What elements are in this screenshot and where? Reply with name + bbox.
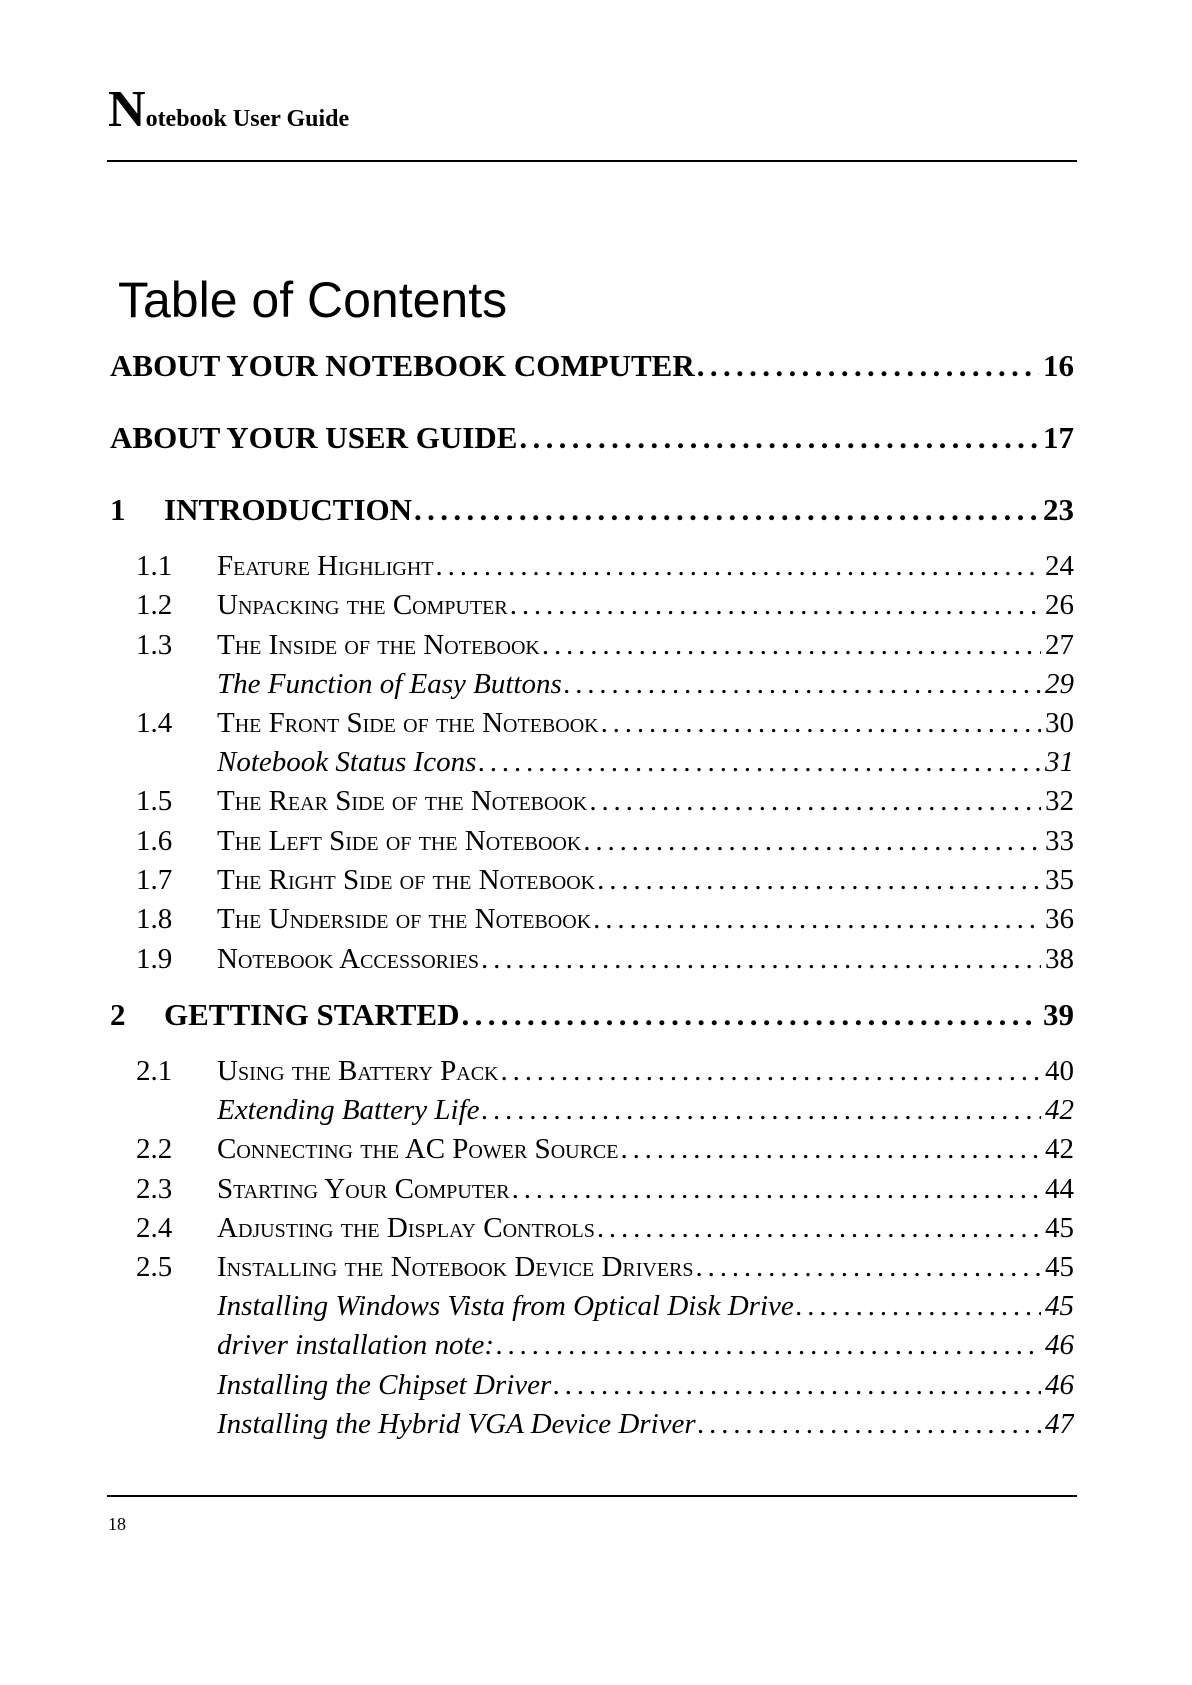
toc-leader	[540, 626, 1041, 664]
toc-entry-title: GETTING STARTED	[164, 997, 460, 1032]
toc-leader	[694, 1248, 1041, 1286]
toc-section-number: 2.1	[136, 1055, 173, 1087]
toc-section[interactable]	[136, 900, 1074, 938]
toc-leader	[794, 1287, 1041, 1325]
toc-section[interactable]	[136, 822, 1074, 860]
toc-leader	[434, 547, 1041, 585]
running-header	[108, 81, 350, 138]
toc-entry-page: 42	[1045, 1094, 1074, 1126]
page-title: Table of Contents	[118, 272, 508, 328]
toc-entry-title: Starting Your Computer	[217, 1173, 510, 1205]
toc-entry-title: The Inside of the Notebook	[217, 629, 540, 661]
toc-section-number: 1.8	[136, 903, 173, 935]
header-drop-cap: N	[108, 81, 146, 138]
toc-entry-title: Extending Battery Life	[217, 1094, 480, 1126]
toc-entry-title: ABOUT YOUR NOTEBOOK COMPUTER	[110, 348, 695, 383]
toc-entry-page: 38	[1045, 943, 1074, 975]
toc-entry-title: Connecting the AC Power Source	[217, 1133, 619, 1165]
toc-subsection[interactable]	[217, 1091, 1074, 1129]
toc-section-number: 1.7	[136, 864, 173, 896]
toc-entry-page: 29	[1045, 668, 1074, 700]
toc-entry-page: 24	[1045, 550, 1074, 582]
toc-section-number: 2.2	[136, 1133, 173, 1165]
toc-entry-title: Notebook Status Icons	[217, 746, 477, 778]
toc-entry-page: 39	[1043, 997, 1074, 1032]
toc-leader	[494, 1326, 1041, 1364]
toc-entry-page: 26	[1045, 589, 1074, 621]
toc-section[interactable]	[136, 1130, 1074, 1168]
toc-entry-page: 27	[1045, 629, 1074, 661]
toc-entry-title: Installing the Chipset Driver	[217, 1369, 552, 1401]
toc-subsection[interactable]	[217, 1405, 1074, 1443]
toc-subsection[interactable]	[217, 1366, 1074, 1404]
toc-leader	[460, 995, 1040, 1035]
toc-entry[interactable]	[110, 346, 1074, 386]
toc-entry-page: 32	[1045, 785, 1074, 817]
toc-entry-page: 45	[1045, 1290, 1074, 1322]
toc-leader	[695, 346, 1039, 386]
toc-entry-title: Installing Windows Vista from Optical Disk Drive	[217, 1290, 794, 1322]
toc-entry-page: 46	[1045, 1369, 1074, 1401]
toc-section[interactable]	[136, 586, 1074, 624]
toc-entry-page: 33	[1045, 825, 1074, 857]
toc-entry-page: 30	[1045, 707, 1074, 739]
toc-chapter-number: 2	[110, 997, 126, 1032]
toc-chapter[interactable]	[110, 995, 1074, 1035]
toc-section[interactable]	[136, 940, 1074, 978]
toc-section[interactable]	[136, 861, 1074, 899]
toc-section-number: 2.3	[136, 1173, 173, 1205]
toc-entry-title: Using the Battery Pack	[217, 1055, 499, 1087]
toc-section-number: 1.4	[136, 707, 173, 739]
toc-entry-page: 16	[1043, 348, 1074, 383]
toc-subsection[interactable]	[217, 1287, 1074, 1325]
toc-section-number: 1.6	[136, 825, 173, 857]
toc-leader	[551, 1366, 1041, 1404]
toc-section[interactable]	[136, 1248, 1074, 1286]
toc-entry-title: The Function of Easy Buttons	[217, 668, 562, 700]
toc-section[interactable]	[136, 704, 1074, 742]
toc-leader	[595, 861, 1041, 899]
toc-leader	[476, 743, 1041, 781]
toc-leader	[508, 586, 1041, 624]
toc-entry-page: 44	[1045, 1173, 1074, 1205]
toc-entry-page: 31	[1045, 746, 1074, 778]
toc-leader	[499, 1052, 1042, 1090]
toc-leader	[591, 900, 1041, 938]
toc-leader	[581, 822, 1041, 860]
toc-entry-title: Installing the Notebook Device Drivers	[217, 1251, 694, 1283]
toc-section[interactable]	[136, 1209, 1074, 1247]
toc-entry-page: 45	[1045, 1251, 1074, 1283]
toc-section[interactable]	[136, 626, 1074, 664]
toc-entry-title: The Front Side of the Notebook	[217, 707, 599, 739]
toc-subsection[interactable]	[217, 743, 1074, 781]
page-number: 18	[108, 1514, 126, 1534]
toc-leader	[696, 1405, 1041, 1443]
toc-section-number: 1.9	[136, 943, 173, 975]
toc-leader	[618, 1130, 1041, 1168]
toc-entry-page: 40	[1045, 1055, 1074, 1087]
toc-entry-page: 35	[1045, 864, 1074, 896]
toc-entry-title: The Underside of the Notebook	[217, 903, 592, 935]
toc-section-number: 2.4	[136, 1212, 173, 1244]
toc-section-number: 1.1	[136, 550, 173, 582]
toc-leader	[562, 665, 1041, 703]
toc-entry-title: Adjusting the Display Controls	[217, 1212, 595, 1244]
toc-entry-page: 17	[1043, 420, 1074, 455]
toc-entry-title: driver installation note:	[217, 1329, 495, 1361]
toc-section[interactable]	[136, 1052, 1074, 1090]
toc-entry-page: 42	[1045, 1133, 1074, 1165]
toc-entry-title: Installing the Hybrid VGA Device Driver	[217, 1408, 696, 1440]
toc-entry-title: Unpacking the Computer	[217, 589, 508, 621]
toc-leader	[599, 704, 1041, 742]
toc-section[interactable]	[136, 547, 1074, 585]
toc-entry-page: 47	[1045, 1408, 1074, 1440]
toc-entry-title: The Left Side of the Notebook	[217, 825, 582, 857]
toc-leader	[510, 1170, 1041, 1208]
toc-entry-page: 45	[1045, 1212, 1074, 1244]
toc-subsection[interactable]	[217, 665, 1074, 703]
toc-entry-page: 36	[1045, 903, 1074, 935]
toc-chapter-number: 1	[110, 492, 126, 527]
toc-section-number: 1.2	[136, 589, 173, 621]
toc-entry-title: INTRODUCTION	[164, 492, 413, 527]
toc-entry-title: Feature Highlight	[217, 550, 434, 582]
toc-leader	[412, 490, 1039, 530]
toc-chapter[interactable]	[110, 490, 1074, 530]
header-rule	[107, 160, 1077, 162]
toc-section[interactable]	[136, 1170, 1074, 1208]
header-title: otebook User Guide	[145, 106, 350, 132]
toc-entry-title: The Rear Side of the Notebook	[217, 785, 588, 817]
toc-leader	[517, 418, 1039, 458]
toc-section-number: 2.5	[136, 1251, 173, 1283]
toc-entry-page: 46	[1045, 1329, 1074, 1361]
toc-subsection[interactable]	[217, 1326, 1074, 1364]
toc-leader	[480, 1091, 1041, 1129]
toc-entry-title: The Right Side of the Notebook	[217, 864, 596, 896]
toc-entry[interactable]	[110, 418, 1074, 458]
footer-rule	[107, 1495, 1077, 1497]
toc-entry-title: ABOUT YOUR USER GUIDE	[110, 420, 518, 455]
toc-section[interactable]	[136, 782, 1074, 820]
toc-leader	[595, 1209, 1041, 1247]
toc-entry-page: 23	[1043, 492, 1074, 527]
toc-section-number: 1.3	[136, 629, 173, 661]
toc-leader	[587, 782, 1041, 820]
toc-section-number: 1.5	[136, 785, 173, 817]
toc-entry-title: Notebook Accessories	[217, 943, 480, 975]
toc-leader	[479, 940, 1041, 978]
